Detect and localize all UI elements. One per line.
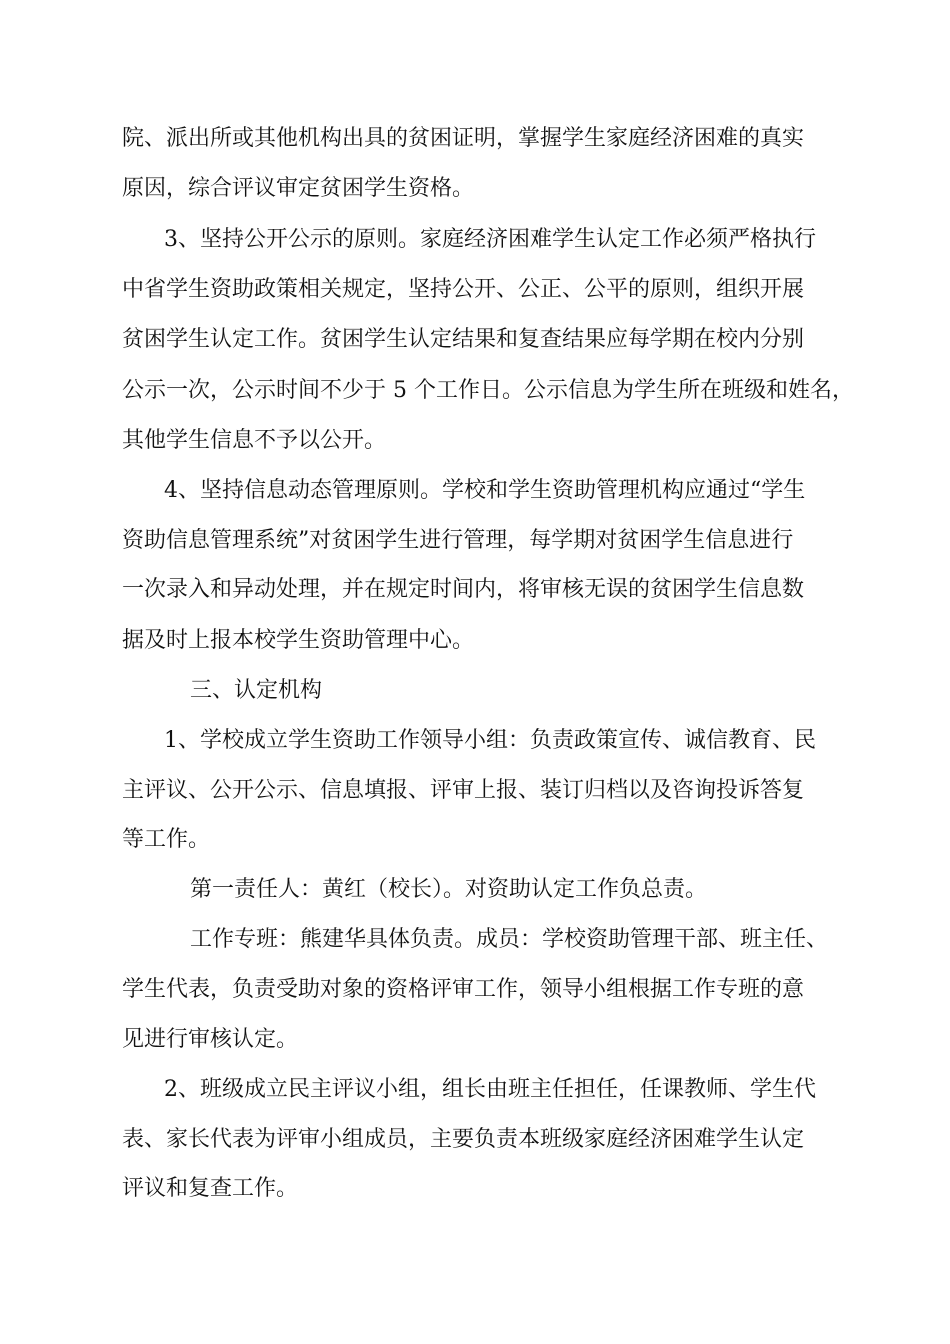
text-line: 评议和复查工作。 xyxy=(122,1176,299,1201)
text-line: 表、家长代表为评审小组成员，主要负责本班级家庭经济困难学生认定 xyxy=(122,1127,805,1152)
text-line: 公示一次，公示时间不少于 5 个工作日。公示信息为学生所在班级和姓名， xyxy=(122,378,854,403)
text-line: 主评议、公开公示、信息填报、评审上报、装订归档以及咨询投诉答复 xyxy=(122,778,805,803)
text-line: 一次录入和异动处理，并在规定时间内，将审核无误的贫困学生信息数 xyxy=(122,577,805,602)
text-line: 第一责任人：黄红（校长）。对资助认定工作负总责。 xyxy=(190,877,708,902)
text-line: 据及时上报本校学生资助管理中心。 xyxy=(122,628,475,653)
text-line: 2、班级成立民主评议小组，组长由班主任担任，任课教师、学生代 xyxy=(164,1077,816,1102)
section-heading: 三、认定机构 xyxy=(190,678,323,703)
text-line: 其他学生信息不予以公开。 xyxy=(122,428,387,453)
text-line: 等工作。 xyxy=(122,827,211,852)
text-line: 资助信息管理系统”对贫困学生进行管理，每学期对贫困学生信息进行 xyxy=(122,528,794,553)
text-line: 原因，综合评议审定贫困学生资格。 xyxy=(122,176,475,201)
text-line: 贫困学生认定工作。贫困学生认定结果和复查结果应每学期在校内分别 xyxy=(122,327,805,352)
text-line: 见进行审核认定。 xyxy=(122,1027,299,1052)
text-line: 学生代表，负责受助对象的资格评审工作，领导小组根据工作专班的意 xyxy=(122,977,805,1002)
text-line: 院、派出所或其他机构出具的贫困证明，掌握学生家庭经济困难的真实 xyxy=(122,126,805,151)
text-line: 3、坚持公开公示的原则。家庭经济困难学生认定工作必须严格执行 xyxy=(164,227,816,252)
text-line: 4、坚持信息动态管理原则。学校和学生资助管理机构应通过“学生 xyxy=(164,478,806,503)
text-line: 工作专班：熊建华具体负责。成员：学校资助管理干部、班主任、 xyxy=(190,927,829,952)
text-line: 1、学校成立学生资助工作领导小组：负责政策宣传、诚信教育、民 xyxy=(164,728,816,753)
text-line: 中省学生资助政策相关规定，坚持公开、公正、公平的原则，组织开展 xyxy=(122,277,805,302)
